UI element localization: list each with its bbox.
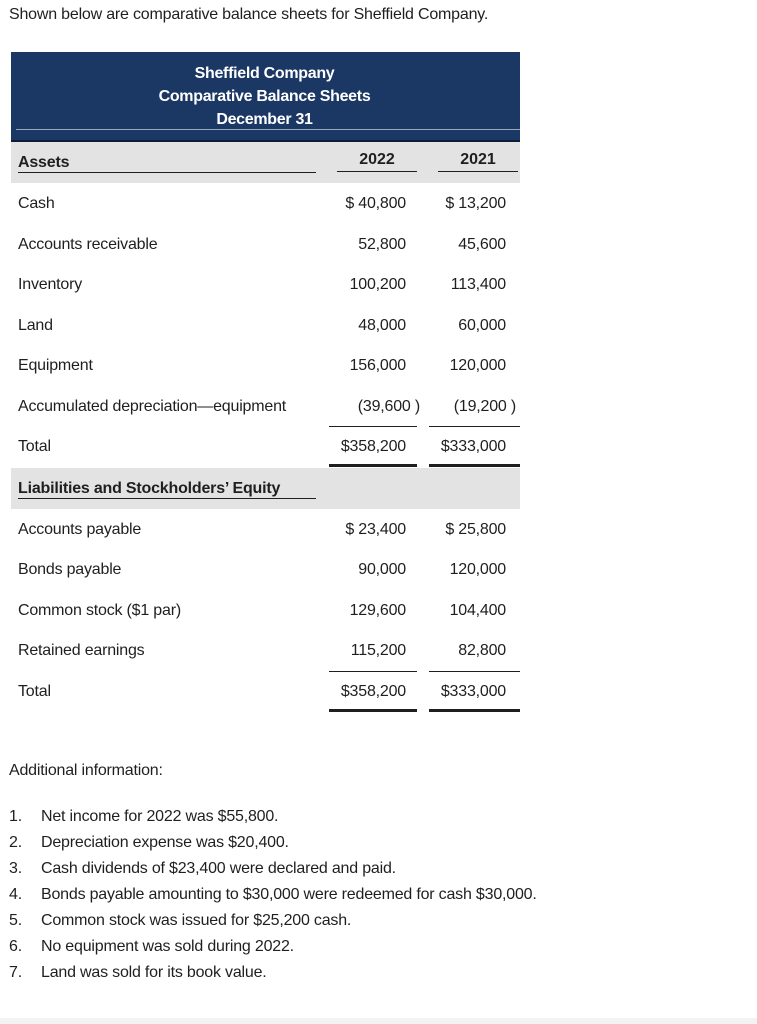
table-row: Accounts payable $ 23,400 $ 25,800: [18, 521, 506, 538]
statement-title: Comparative Balance Sheets: [158, 88, 371, 105]
balance-sheet-table: [11, 52, 520, 700]
list-item: 6. No equipment was sold during 2022.: [9, 938, 294, 955]
assets-heading-row: [11, 142, 520, 183]
statement-date: December 31: [216, 111, 313, 128]
table-row: Common stock ($1 par) 129,600 104,400: [18, 602, 506, 619]
list-item: 5. Common stock was issued for $25,200 cash.: [9, 912, 352, 929]
header-divider: [16, 129, 520, 130]
assets-total-row: Total $358,200 $333,000: [18, 438, 506, 455]
table-row: Land 48,000 60,000: [18, 317, 506, 334]
liabilities-heading: Liabilities and Stockholders’ Equity: [18, 480, 281, 497]
intro-text: Shown below are comparative balance sheets for Sheffield Company.: [9, 6, 489, 23]
additional-info-heading: Additional information:: [9, 762, 163, 779]
table-row: Accounts receivable 52,800 45,600: [18, 236, 506, 253]
table-row: Retained earnings 115,200 82,800: [18, 642, 506, 659]
total-double-line-2022: [329, 464, 417, 467]
bottom-divider: [0, 1018, 757, 1024]
table-row: Bonds payable 90,000 120,000: [18, 561, 506, 578]
company-name: Sheffield Company: [194, 65, 335, 82]
additional-info-list: [9, 808, 537, 990]
liabilities-heading-row: [11, 468, 520, 509]
assets-heading-underline: [18, 172, 316, 173]
table-row: Inventory 100,200 113,400: [18, 276, 506, 293]
table-row: Equipment 156,000 120,000: [18, 357, 506, 374]
list-item: 7. Land was sold for its book value.: [9, 964, 267, 981]
list-item: 4. Bonds payable amounting to $30,000 were redeemed for cash $30,000.: [9, 886, 537, 903]
liabilities-heading-underline: [18, 498, 316, 499]
total-double-line-2022: [329, 709, 417, 712]
total-double-line-2021: [429, 464, 520, 467]
table-row: Accumulated depreciation—equipment (39,600 ) (19,200 ): [18, 398, 516, 415]
column-header-2022: 2022: [337, 151, 417, 172]
liabilities-total-row: Total $358,200 $333,000: [18, 683, 506, 700]
table-header: [11, 52, 520, 142]
total-double-line-2021: [429, 709, 520, 712]
table-row: Cash $ 40,800 $ 13,200: [18, 195, 506, 212]
list-item: 1. Net income for 2022 was $55,800.: [9, 808, 279, 825]
assets-heading: Assets: [18, 154, 70, 171]
list-item: 2. Depreciation expense was $20,400.: [9, 834, 289, 851]
list-item: 3. Cash dividends of $23,400 were declared and paid.: [9, 860, 396, 877]
column-header-2021: 2021: [438, 151, 518, 172]
